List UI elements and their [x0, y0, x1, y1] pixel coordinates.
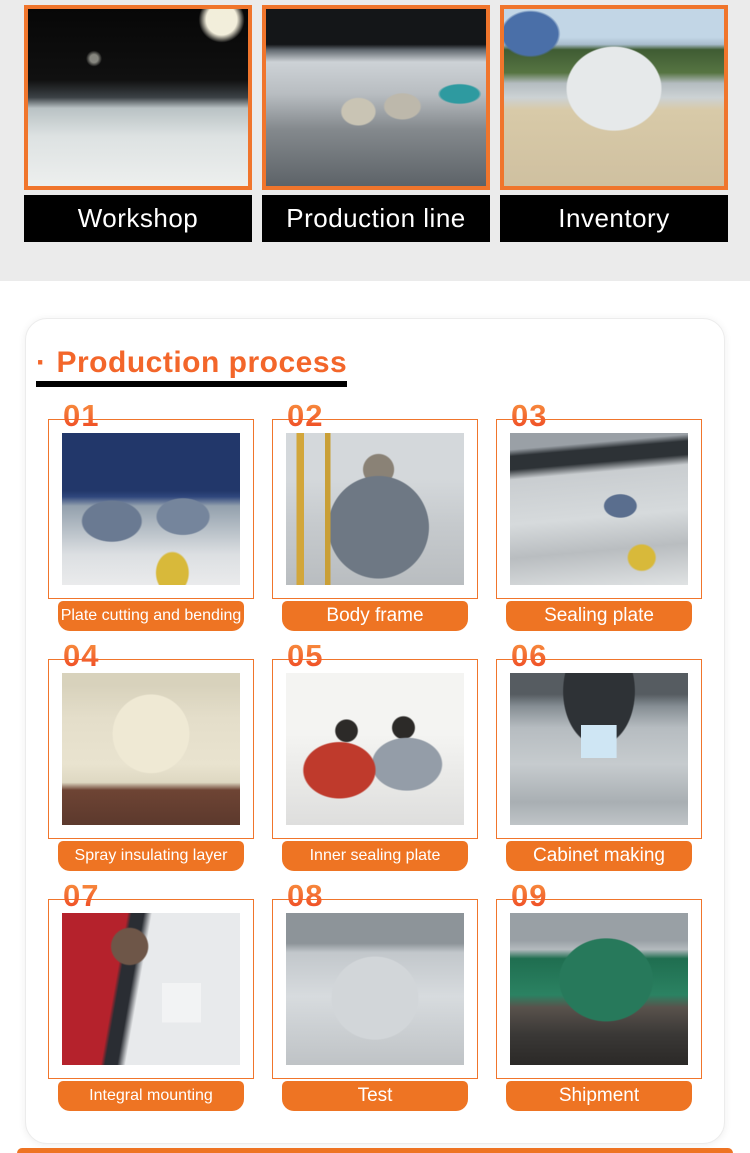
- production-line-photo: [262, 5, 490, 190]
- step-photo-frame: [48, 419, 254, 599]
- step-label: Cabinet making: [506, 841, 692, 871]
- workshop-photo: [24, 5, 252, 190]
- title-underline: [36, 381, 347, 387]
- gallery-row: [24, 5, 726, 242]
- top-gallery-section: [0, 0, 750, 281]
- process-step-7: [48, 878, 254, 1111]
- step-number: 07: [48, 881, 254, 911]
- process-step-3: [496, 398, 702, 631]
- step-photo-frame: [496, 899, 702, 1079]
- step-label: Spray insulating layer: [58, 841, 244, 871]
- sealing-plate-photo: [510, 433, 688, 585]
- plate-cutting-photo: [62, 433, 240, 585]
- gallery-item-workshop: [24, 5, 252, 242]
- gallery-item-inventory: [500, 5, 728, 242]
- process-step-5: [272, 638, 478, 871]
- next-section-top-edge: [17, 1148, 733, 1153]
- step-number: 09: [496, 881, 702, 911]
- process-title-text: Production process: [56, 346, 348, 379]
- step-number: 08: [272, 881, 478, 911]
- spray-insulating-photo: [62, 673, 240, 825]
- test-photo: [286, 913, 464, 1065]
- workshop-caption: Workshop: [24, 195, 252, 242]
- title-bullet: ·: [36, 346, 47, 379]
- step-number: 06: [496, 641, 702, 671]
- step-photo-frame: [48, 899, 254, 1079]
- process-steps-grid: [48, 398, 702, 1111]
- step-label: Plate cutting and bending: [58, 601, 244, 631]
- step-photo-frame: [272, 659, 478, 839]
- step-label: Integral mounting: [58, 1081, 244, 1111]
- integral-mounting-photo: [62, 913, 240, 1065]
- inner-sealing-photo: [286, 673, 464, 825]
- process-step-9: [496, 878, 702, 1111]
- process-title-block: [36, 347, 347, 387]
- step-label: Body frame: [282, 601, 468, 631]
- step-number: 04: [48, 641, 254, 671]
- process-step-4: [48, 638, 254, 871]
- production-line-caption: Production line: [262, 195, 490, 242]
- inventory-photo: [500, 5, 728, 190]
- step-label: Inner sealing plate: [282, 841, 468, 871]
- step-photo-frame: [496, 419, 702, 599]
- step-photo-frame: [496, 659, 702, 839]
- cabinet-making-photo: [510, 673, 688, 825]
- process-step-1: [48, 398, 254, 631]
- body-frame-photo: [286, 433, 464, 585]
- process-step-6: [496, 638, 702, 871]
- step-photo-frame: [272, 419, 478, 599]
- step-label: Test: [282, 1081, 468, 1111]
- step-label: Shipment: [506, 1081, 692, 1111]
- step-number: 01: [48, 401, 254, 431]
- gallery-item-production-line: [262, 5, 490, 242]
- process-title: [36, 347, 347, 379]
- step-number: 02: [272, 401, 478, 431]
- process-step-8: [272, 878, 478, 1111]
- step-number: 05: [272, 641, 478, 671]
- process-step-2: [272, 398, 478, 631]
- step-number: 03: [496, 401, 702, 431]
- inventory-caption: Inventory: [500, 195, 728, 242]
- step-label: Sealing plate: [506, 601, 692, 631]
- step-photo-frame: [272, 899, 478, 1079]
- shipment-photo: [510, 913, 688, 1065]
- production-process-card: [25, 318, 725, 1144]
- step-photo-frame: [48, 659, 254, 839]
